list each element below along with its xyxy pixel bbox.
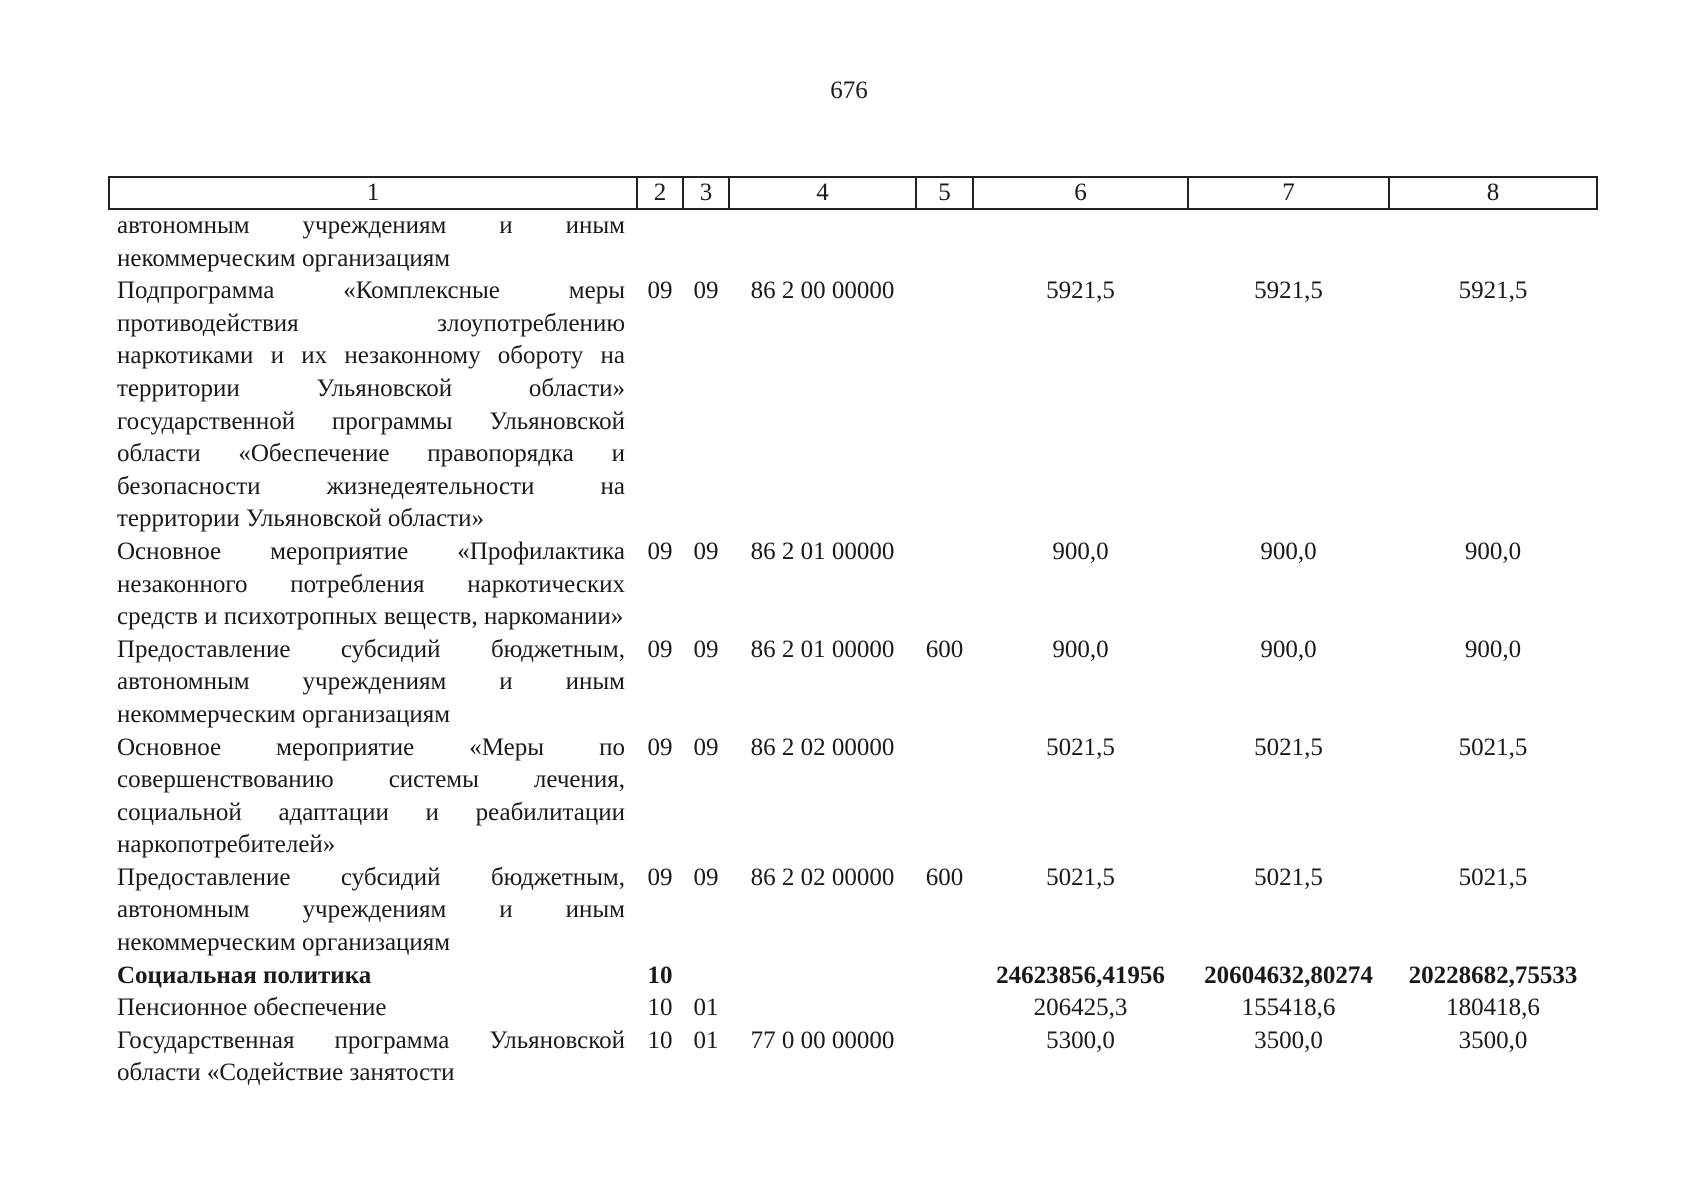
row-name: Основное мероприятие «Меры по совершенствованию системы лечения, социальной адаптации и реабилитации наркопотребителей»: [117, 733, 625, 859]
amount-col-8: 20228682,75533: [1408, 961, 1578, 989]
column-header-2: 2: [637, 177, 683, 209]
section-code: 09: [647, 635, 673, 663]
subsection-code: 09: [693, 635, 719, 663]
row-name: Пенсионное обеспечение: [117, 994, 387, 1022]
target-article-code: 86 2 02 00000: [750, 863, 895, 891]
amount-col-6: 5021,5: [1046, 733, 1115, 761]
amount-col-7: 900,0: [1260, 635, 1317, 663]
amount-col-6: 900,0: [1052, 537, 1109, 565]
expense-type-code: [916, 960, 973, 993]
page-number: 676: [830, 77, 868, 104]
row-name: Предоставление субсидий бюджетным, автономным учреждениям и иным некоммерческим организациям: [117, 863, 625, 957]
column-header-4: 4: [729, 177, 916, 209]
column-header-3: 3: [683, 177, 729, 209]
section-code: 09: [647, 537, 673, 565]
target-article-code: 86 2 01 00000: [750, 537, 895, 565]
subsection-code: 09: [693, 537, 719, 565]
expense-type-code: 600: [925, 635, 964, 663]
table-row: [109, 1025, 1597, 1090]
row-name: Предоставление субсидий бюджетным, автономным учреждениям и иным некоммерческим организациям: [117, 635, 625, 728]
row-name: Государственная программа Ульяновской области «Содействие занятости: [117, 1026, 625, 1087]
amount-col-7: 5021,5: [1254, 733, 1323, 761]
amount-col-8: 900,0: [1464, 635, 1522, 663]
amount-col-8: 180418,6: [1446, 994, 1540, 1022]
target-article-code: 86 2 00 00000: [750, 277, 895, 305]
amount-col-7: [1188, 209, 1389, 275]
table-row: [109, 960, 1597, 993]
table-row: [109, 536, 1597, 634]
amount-col-8: 900,0: [1464, 537, 1522, 565]
amount-col-7: 5921,5: [1254, 277, 1323, 305]
section-code: 10: [647, 994, 673, 1022]
amount-col-7: 155418,6: [1241, 994, 1336, 1022]
row-name: Основное мероприятие «Профилактика незаконного потребления наркотических средств и психотропных веществ, наркомании»: [117, 537, 625, 631]
subsection-code: 01: [693, 994, 719, 1022]
amount-col-8: [1389, 209, 1597, 275]
column-header-6: 6: [973, 177, 1188, 209]
column-header-1: 1: [109, 177, 637, 209]
table-row: [109, 992, 1597, 1025]
subsection-code: 09: [693, 863, 719, 891]
amount-col-6: 5921,5: [1046, 277, 1115, 305]
amount-col-8: 5021,5: [1458, 733, 1528, 761]
section-code: 10: [647, 1026, 673, 1054]
amount-col-6: 5300,0: [1046, 1026, 1115, 1054]
target-article-code: [729, 209, 916, 275]
expense-type-code: 600: [925, 863, 964, 891]
subsection-code: [683, 209, 729, 275]
target-article-code: [729, 992, 916, 1025]
amount-col-6: 206425,3: [1033, 994, 1128, 1022]
section-code: 09: [647, 863, 673, 891]
amount-col-8: 3500,0: [1458, 1026, 1528, 1054]
table-row: [109, 862, 1597, 960]
section-code: 09: [647, 733, 673, 761]
column-header-7: 7: [1188, 177, 1389, 209]
row-name: автономным учреждениям и иным некоммерческим организациям: [117, 212, 625, 272]
section-code: 09: [647, 277, 673, 305]
table-row: [109, 209, 1597, 275]
column-header-8: 8: [1389, 177, 1597, 209]
amount-col-6: [973, 209, 1188, 275]
amount-col-6: 24623856,41956: [996, 961, 1165, 989]
row-name: Социальная политика: [117, 961, 372, 989]
row-name: Подпрограмма «Комплексные меры противодействия злоупотреблению наркотиками и их незаконному обороту на территории Ульяновской области» государственной программы Ульяновской области «Обеспечение правопорядка и безопасности жизнедеятельности на территории Ульяновской области»: [117, 277, 625, 533]
amount-col-7: 20604632,80274: [1204, 961, 1373, 989]
section-code: 10: [647, 961, 673, 989]
subsection-code: [683, 960, 729, 993]
table-row: [109, 732, 1597, 862]
expense-type-code: [916, 275, 973, 536]
expense-type-code: [916, 536, 973, 634]
target-article-code: 77 0 00 00000: [750, 1026, 895, 1054]
amount-col-6: 5021,5: [1046, 863, 1115, 891]
table-header-row: [109, 177, 1597, 209]
expense-type-code: [916, 209, 973, 275]
column-header-5: 5: [916, 177, 973, 209]
target-article-code: 86 2 02 00000: [750, 733, 895, 761]
expense-type-code: [916, 732, 973, 862]
table-row: [109, 634, 1597, 732]
amount-col-8: 5021,5: [1458, 863, 1528, 891]
table-row: [109, 275, 1597, 536]
expense-type-code: [916, 1025, 973, 1090]
amount-col-7: 900,0: [1260, 537, 1317, 565]
subsection-code: 09: [693, 277, 719, 305]
target-article-code: 86 2 01 00000: [750, 635, 895, 663]
budget-table: [108, 176, 1598, 1090]
subsection-code: 09: [693, 733, 719, 761]
section-code: [637, 209, 683, 275]
target-article-code: [729, 960, 916, 993]
expense-type-code: [916, 992, 973, 1025]
amount-col-7: 5021,5: [1254, 863, 1323, 891]
amount-col-6: 900,0: [1052, 635, 1109, 663]
amount-col-7: 3500,0: [1254, 1026, 1323, 1054]
amount-col-8: 5921,5: [1458, 277, 1528, 305]
table-body: [109, 209, 1597, 1090]
subsection-code: 01: [693, 1026, 719, 1054]
